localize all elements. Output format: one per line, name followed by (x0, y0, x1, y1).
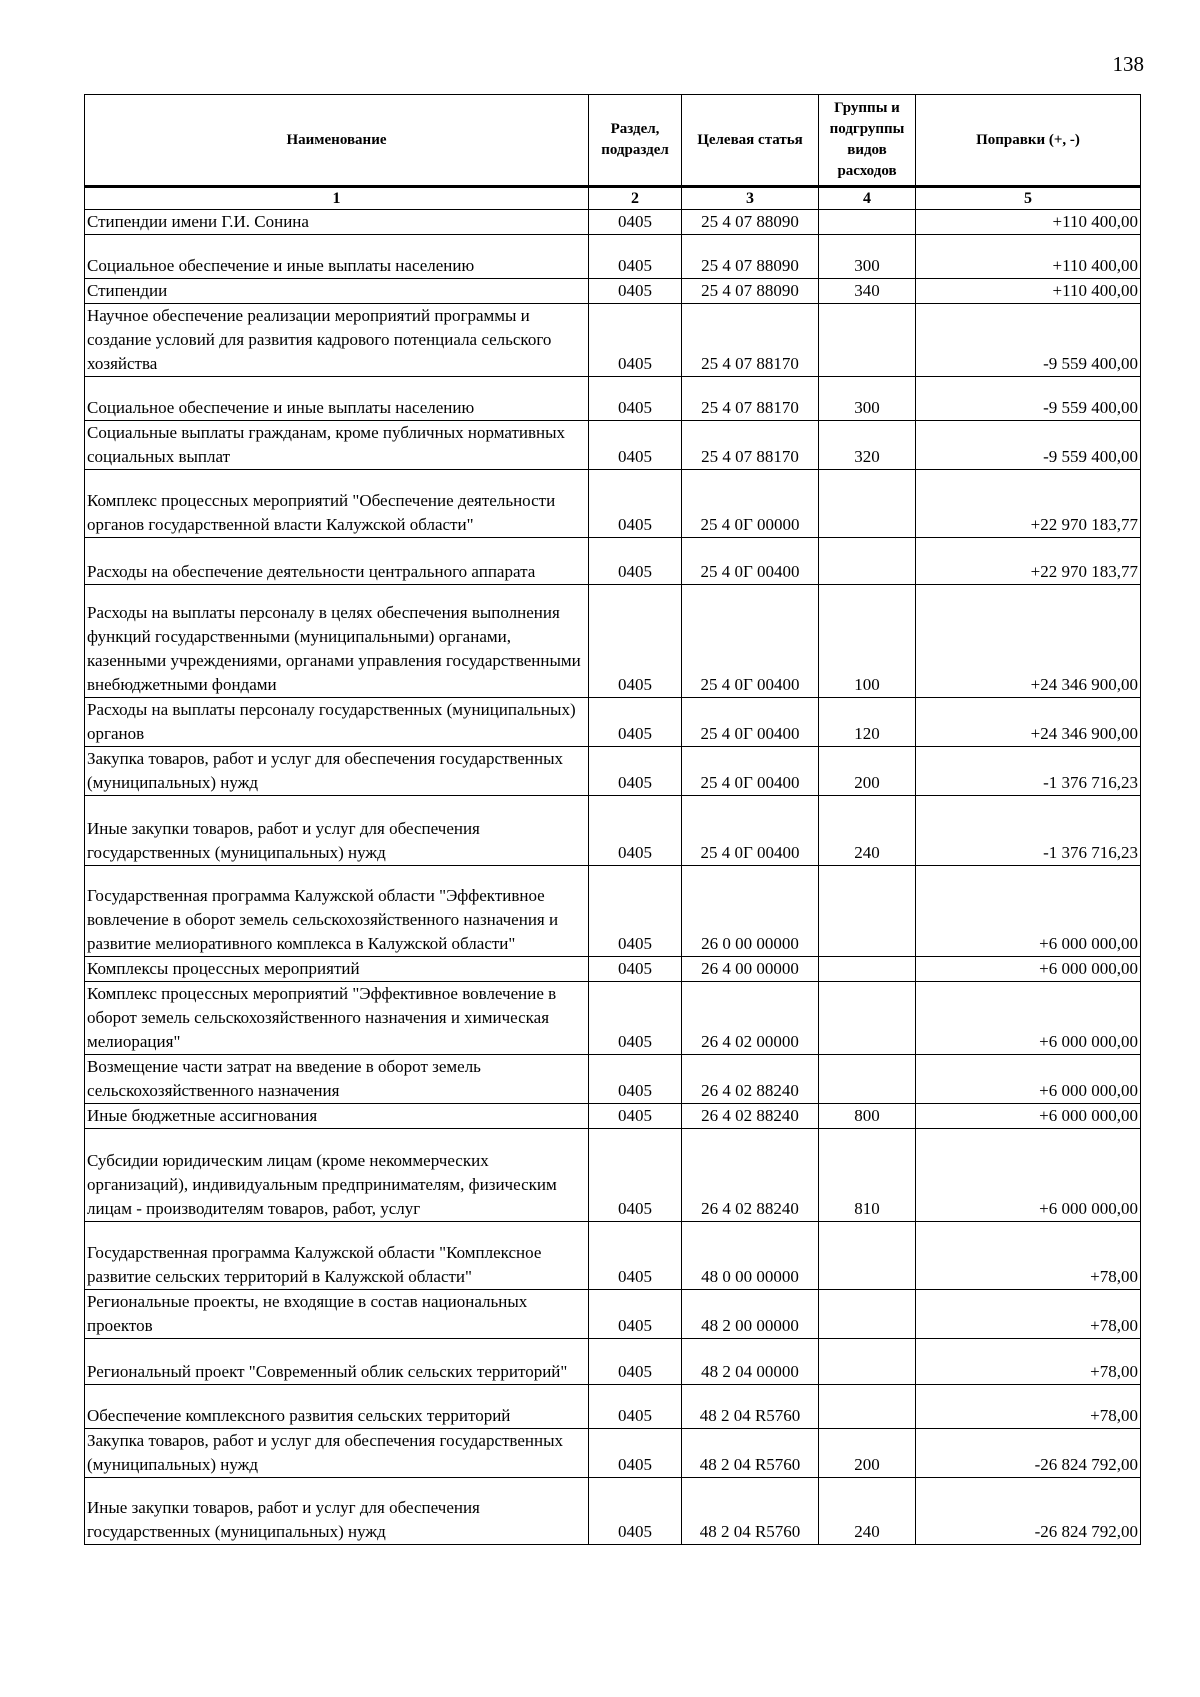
row-amendment-amount: +78,00 (916, 1290, 1141, 1339)
row-amendment-amount: +110 400,00 (916, 235, 1141, 279)
table-row (85, 1222, 1141, 1290)
row-target-article: 48 0 00 00000 (682, 1222, 819, 1290)
row-section: 0405 (589, 1129, 682, 1222)
row-section: 0405 (589, 866, 682, 957)
row-name: Иные закупки товаров, работ и услуг для обеспечения государственных (муниципальных) нужд (85, 796, 589, 866)
row-section: 0405 (589, 698, 682, 747)
row-expense-group: 810 (819, 1129, 916, 1222)
header-number-row (85, 187, 1141, 210)
row-name: Научное обеспечение реализации мероприятий программы и создание условий для развития кадрового потенциала сельского хозяйства (85, 304, 589, 377)
row-amendment-amount: +22 970 183,77 (916, 538, 1141, 585)
table-row (85, 585, 1141, 698)
row-target-article: 48 2 00 00000 (682, 1290, 819, 1339)
budget-amendments-table (84, 94, 1141, 1545)
row-expense-group: 300 (819, 235, 916, 279)
row-name: Расходы на обеспечение деятельности центрального аппарата (85, 538, 589, 585)
row-target-article: 26 0 00 00000 (682, 866, 819, 957)
row-expense-group (819, 982, 916, 1055)
table-row (85, 982, 1141, 1055)
row-name: Стипендии имени Г.И. Сонина (85, 210, 589, 235)
row-expense-group: 340 (819, 279, 916, 304)
row-section: 0405 (589, 1478, 682, 1545)
row-section: 0405 (589, 585, 682, 698)
row-section: 0405 (589, 1339, 682, 1385)
row-section: 0405 (589, 470, 682, 538)
row-expense-group: 100 (819, 585, 916, 698)
row-section: 0405 (589, 747, 682, 796)
row-target-article: 25 4 0Г 00400 (682, 698, 819, 747)
row-amendment-amount: +78,00 (916, 1339, 1141, 1385)
row-expense-group: 240 (819, 796, 916, 866)
row-amendment-amount: +110 400,00 (916, 210, 1141, 235)
row-amendment-amount: -9 559 400,00 (916, 421, 1141, 470)
row-name: Комплексы процессных мероприятий (85, 957, 589, 982)
row-amendment-amount: +78,00 (916, 1222, 1141, 1290)
row-target-article: 26 4 02 88240 (682, 1055, 819, 1104)
table-row (85, 957, 1141, 982)
row-target-article: 25 4 07 88170 (682, 377, 819, 421)
row-target-article: 25 4 0Г 00400 (682, 796, 819, 866)
row-name: Комплекс процессных мероприятий "Эффективное вовлечение в оборот земель сельскохозяйственного назначения и химическая мелиорация" (85, 982, 589, 1055)
row-section: 0405 (589, 377, 682, 421)
row-target-article: 26 4 02 00000 (682, 982, 819, 1055)
table-row (85, 1104, 1141, 1129)
row-section: 0405 (589, 1055, 682, 1104)
row-name: Государственная программа Калужской области "Эффективное вовлечение в оборот земель сельскохозяйственного назначения и развитие мелиоративного комплекса в Калужской области" (85, 866, 589, 957)
table-row (85, 235, 1141, 279)
row-expense-group (819, 1385, 916, 1429)
table-row (85, 866, 1141, 957)
row-target-article: 48 2 04 R5760 (682, 1385, 819, 1429)
row-expense-group (819, 210, 916, 235)
row-name: Стипендии (85, 279, 589, 304)
row-amendment-amount: -9 559 400,00 (916, 377, 1141, 421)
row-name: Иные бюджетные ассигнования (85, 1104, 589, 1129)
row-amendment-amount: -26 824 792,00 (916, 1478, 1141, 1545)
column-number: 4 (819, 187, 916, 210)
row-name: Региональный проект "Современный облик сельских территорий" (85, 1339, 589, 1385)
header-section: Раздел, подраздел (589, 95, 682, 187)
row-expense-group: 800 (819, 1104, 916, 1129)
row-amendment-amount: +6 000 000,00 (916, 1129, 1141, 1222)
row-expense-group: 240 (819, 1478, 916, 1545)
column-number: 3 (682, 187, 819, 210)
row-section: 0405 (589, 957, 682, 982)
row-expense-group (819, 866, 916, 957)
table-row (85, 747, 1141, 796)
row-section: 0405 (589, 210, 682, 235)
row-amendment-amount: -26 824 792,00 (916, 1429, 1141, 1478)
table-row (85, 1478, 1141, 1545)
row-name: Комплекс процессных мероприятий "Обеспечение деятельности органов государственной власти Калужской области" (85, 470, 589, 538)
table-row (85, 1429, 1141, 1478)
row-section: 0405 (589, 538, 682, 585)
row-target-article: 25 4 07 88090 (682, 235, 819, 279)
row-expense-group: 120 (819, 698, 916, 747)
row-section: 0405 (589, 796, 682, 866)
row-expense-group (819, 538, 916, 585)
table-row (85, 304, 1141, 377)
row-expense-group (819, 1055, 916, 1104)
row-amendment-amount: +6 000 000,00 (916, 957, 1141, 982)
row-expense-group (819, 1290, 916, 1339)
row-amendment-amount: -9 559 400,00 (916, 304, 1141, 377)
row-section: 0405 (589, 279, 682, 304)
row-target-article: 26 4 00 00000 (682, 957, 819, 982)
row-amendment-amount: -1 376 716,23 (916, 796, 1141, 866)
table-row (85, 1290, 1141, 1339)
row-amendment-amount: +22 970 183,77 (916, 470, 1141, 538)
row-target-article: 25 4 07 88090 (682, 279, 819, 304)
table-row (85, 210, 1141, 235)
row-amendment-amount: +6 000 000,00 (916, 1104, 1141, 1129)
row-name: Социальное обеспечение и иные выплаты населению (85, 235, 589, 279)
row-expense-group (819, 304, 916, 377)
column-number: 2 (589, 187, 682, 210)
row-name: Региональные проекты, не входящие в состав национальных проектов (85, 1290, 589, 1339)
row-name: Государственная программа Калужской области "Комплексное развитие сельских территорий в Калужской области" (85, 1222, 589, 1290)
row-target-article: 25 4 0Г 00000 (682, 470, 819, 538)
row-expense-group: 300 (819, 377, 916, 421)
header-amendments: Поправки (+, -) (916, 95, 1141, 187)
table-row (85, 1129, 1141, 1222)
row-name: Закупка товаров, работ и услуг для обеспечения государственных (муниципальных) нужд (85, 1429, 589, 1478)
row-section: 0405 (589, 1290, 682, 1339)
row-expense-group (819, 1339, 916, 1385)
row-section: 0405 (589, 1222, 682, 1290)
row-name: Социальное обеспечение и иные выплаты населению (85, 377, 589, 421)
row-section: 0405 (589, 1104, 682, 1129)
row-expense-group (819, 1222, 916, 1290)
row-target-article: 25 4 0Г 00400 (682, 538, 819, 585)
page-number: 138 (1112, 52, 1144, 76)
row-name: Иные закупки товаров, работ и услуг для обеспечения государственных (муниципальных) нужд (85, 1478, 589, 1545)
row-target-article: 25 4 07 88170 (682, 304, 819, 377)
row-amendment-amount: +110 400,00 (916, 279, 1141, 304)
row-section: 0405 (589, 235, 682, 279)
row-name: Расходы на выплаты персоналу государственных (муниципальных) органов (85, 698, 589, 747)
header-name: Наименование (85, 95, 589, 187)
row-section: 0405 (589, 421, 682, 470)
header-row (85, 95, 1141, 187)
row-amendment-amount: -1 376 716,23 (916, 747, 1141, 796)
row-target-article: 25 4 07 88170 (682, 421, 819, 470)
row-amendment-amount: +6 000 000,00 (916, 866, 1141, 957)
row-name: Социальные выплаты гражданам, кроме публичных нормативных социальных выплат (85, 421, 589, 470)
table-row (85, 698, 1141, 747)
row-expense-group: 320 (819, 421, 916, 470)
row-name: Обеспечение комплексного развития сельских территорий (85, 1385, 589, 1429)
row-expense-group (819, 957, 916, 982)
row-name: Расходы на выплаты персоналу в целях обеспечения выполнения функций государственными (муниципальными) органами, казенными учреждениями, органами управления государственными внебюджетными фондами (85, 585, 589, 698)
row-section: 0405 (589, 1385, 682, 1429)
row-amendment-amount: +6 000 000,00 (916, 982, 1141, 1055)
table-row (85, 538, 1141, 585)
row-name: Субсидии юридическим лицам (кроме некоммерческих организаций), индивидуальным предпринимателям, физическим лицам - производителям товаров, работ, услуг (85, 1129, 589, 1222)
row-target-article: 25 4 0Г 00400 (682, 747, 819, 796)
table-body (85, 210, 1141, 1545)
row-target-article: 48 2 04 00000 (682, 1339, 819, 1385)
row-amendment-amount: +24 346 900,00 (916, 698, 1141, 747)
row-expense-group: 200 (819, 1429, 916, 1478)
row-amendment-amount: +24 346 900,00 (916, 585, 1141, 698)
row-amendment-amount: +6 000 000,00 (916, 1055, 1141, 1104)
row-target-article: 26 4 02 88240 (682, 1104, 819, 1129)
table-row (85, 377, 1141, 421)
row-target-article: 48 2 04 R5760 (682, 1429, 819, 1478)
row-name: Возмещение части затрат на введение в оборот земель сельскохозяйственного назначения (85, 1055, 589, 1104)
row-target-article: 25 4 0Г 00400 (682, 585, 819, 698)
table-row (85, 1339, 1141, 1385)
header-groups: Группы и подгруппы видов расходов (819, 95, 916, 187)
row-section: 0405 (589, 304, 682, 377)
row-section: 0405 (589, 1429, 682, 1478)
row-name: Закупка товаров, работ и услуг для обеспечения государственных (муниципальных) нужд (85, 747, 589, 796)
table-row (85, 470, 1141, 538)
row-expense-group (819, 470, 916, 538)
table-row (85, 1055, 1141, 1104)
table-row (85, 421, 1141, 470)
table-row (85, 1385, 1141, 1429)
header-target: Целевая статья (682, 95, 819, 187)
row-section: 0405 (589, 982, 682, 1055)
column-number: 1 (85, 187, 589, 210)
row-amendment-amount: +78,00 (916, 1385, 1141, 1429)
row-target-article: 48 2 04 R5760 (682, 1478, 819, 1545)
table-row (85, 796, 1141, 866)
row-target-article: 25 4 07 88090 (682, 210, 819, 235)
row-target-article: 26 4 02 88240 (682, 1129, 819, 1222)
table-row (85, 279, 1141, 304)
row-expense-group: 200 (819, 747, 916, 796)
column-number: 5 (916, 187, 1141, 210)
